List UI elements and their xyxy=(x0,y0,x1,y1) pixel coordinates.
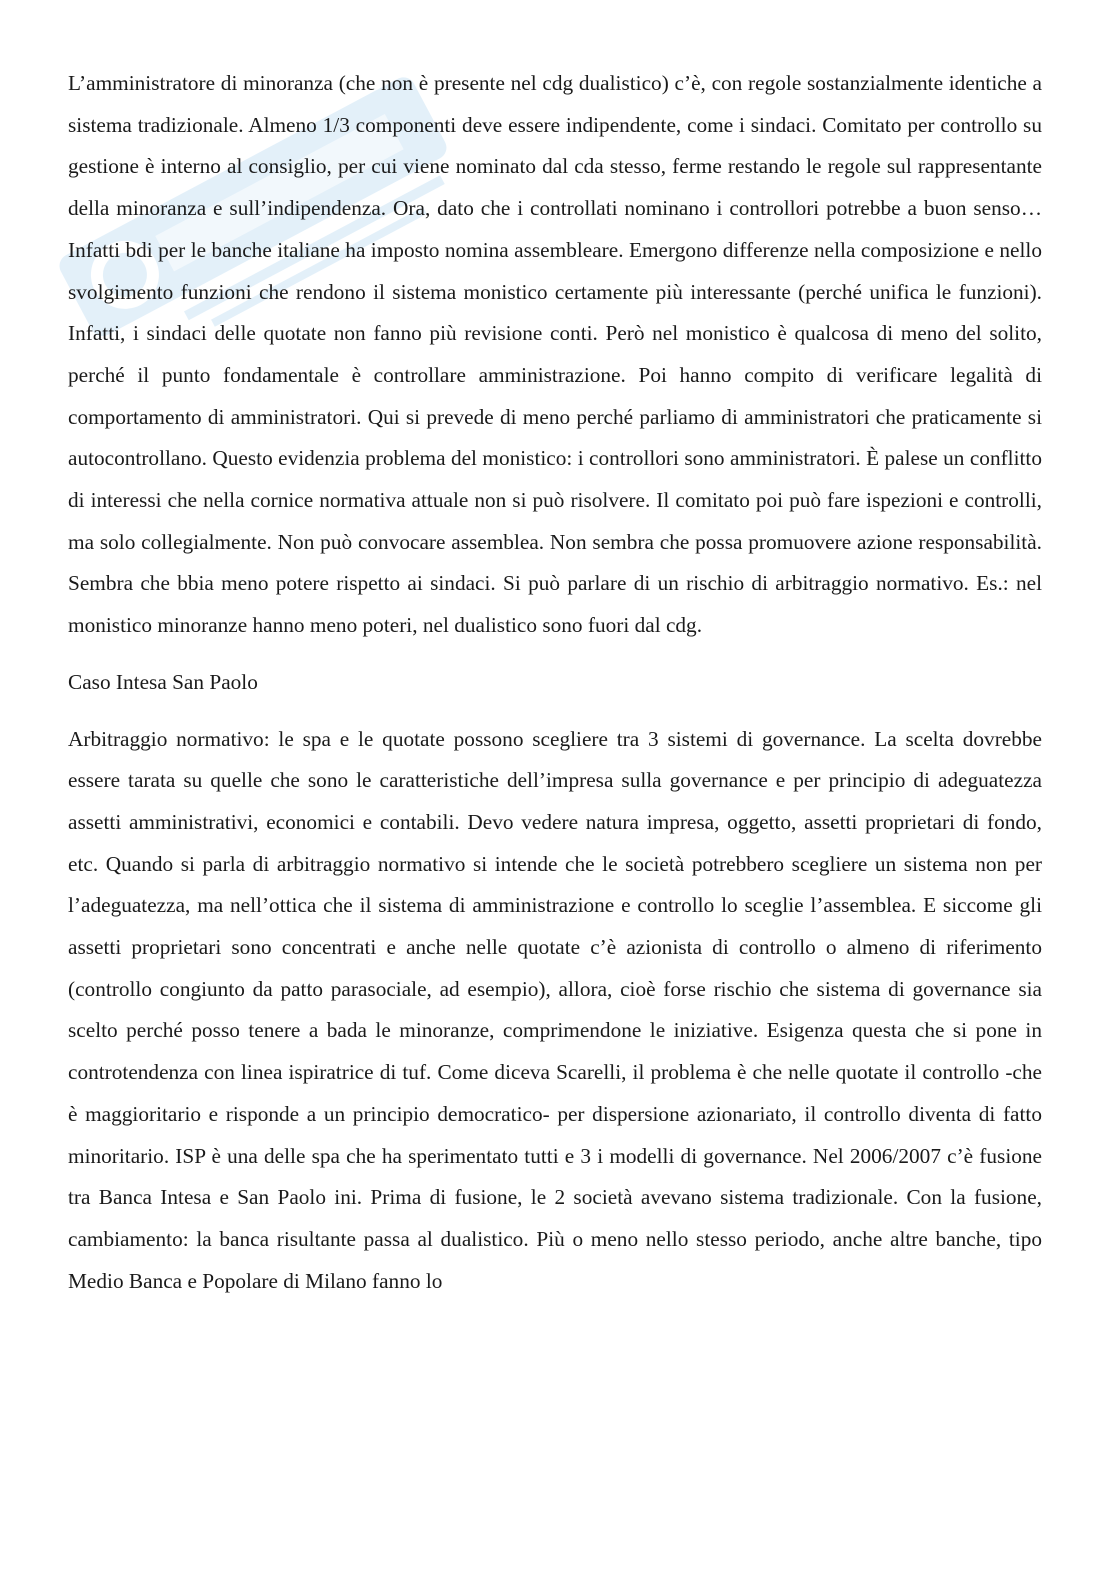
paragraph-monistic-system: L’amministratore di minoranza (che non è presente nel cdg dualistico) c’è, con regole sostanzialmente identiche a sistema tradizionale. Almeno 1/3 componenti deve essere indipendente, come i sindaci. Comitato per controllo su gestione è interno al consiglio, per cui viene nominato dal cda stesso, ferme restando le regole sul rappresentante della minoranza e sull’indipendenza. Ora, dato che i controllati nominano i controllori potrebbe a buon senso… Infatti bdi per le banche italiane ha imposto nomina assembleare. Emergono differenze nella composizione e nello svolgimento funzioni che rendono il sistema monistico certamente più interessante (perché unifica le funzioni). Infatti, i sindaci delle quotate non fanno più revisione conti. Però nel monistico è qualcosa di meno del solito, perché il punto fondamentale è controllare amministrazione. Poi hanno compito di verificare legalità di comportamento di amministratori. Qui si prevede di meno perché parliamo di amministratori che praticamente si autocontrollano. Questo evidenzia problema del monistico: i controllori sono amministratori. È palese un conflitto di interessi che nella cornice normativa attuale non si può risolvere. Il comitato poi può fare ispezioni e controlli, ma solo collegialmente. Non può convocare assemblea. Non sembra che possa promuovere azione responsabilità. Sembra che bbia meno potere rispetto ai sindaci. Si può parlare di un rischio di arbitraggio normativo. Es.: nel monistico minoranze hanno meno poteri, nel dualistico sono fuori dal cdg. xyxy=(68,71,1042,638)
paragraph-spacer xyxy=(68,704,1042,719)
section-heading-intesa: Caso Intesa San Paolo xyxy=(68,669,258,694)
document-body xyxy=(68,63,1042,1302)
paragraph-spacer xyxy=(68,647,1042,662)
paragraph-regulatory-arbitrage: Arbitraggio normativo: le spa e le quotate possono scegliere tra 3 sistemi di governance. La scelta dovrebbe essere tarata su quelle che sono le caratteristiche dell’impresa sulla governance e per principio di adeguatezza assetti amministrativi, economici e contabili. Devo vedere natura impresa, oggetto, assetti proprietari di fondo, etc. Quando si parla di arbitraggio normativo si intende che le società potrebbero scegliere un sistema non per l’adeguatezza, ma nell’ottica che il sistema di amministrazione e controllo lo sceglie l’assemblea. E siccome gli assetti proprietari sono concentrati e anche nelle quotate c’è azionista di controllo o almeno di riferimento (controllo congiunto da patto parasociale, ad esempio), allora, cioè forse rischio che sistema di governance sia scelto perché posso tenere a bada le minoranze, comprimendone le iniziative. Esigenza questa che si pone in controtendenza con linea ispiratrice di tuf. Come diceva Scarelli, il problema è che nelle quotate il controllo -che è maggioritario e risponde a un principio democratico- per dispersione azionariato, il controllo diventa di fatto minoritario. ISP è una delle spa che ha sperimentato tutti e 3 i modelli di governance. Nel 2006/2007 c’è fusione tra Banca Intesa e San Paolo ini. Prima di fusione, le 2 società avevano sistema tradizionale. Con la fusione, cambiamento: la banca risultante passa al dualistico. Più o meno nello stesso periodo, anche altre banche, tipo Medio Banca e Popolare di Milano fanno lo xyxy=(68,726,1042,1293)
